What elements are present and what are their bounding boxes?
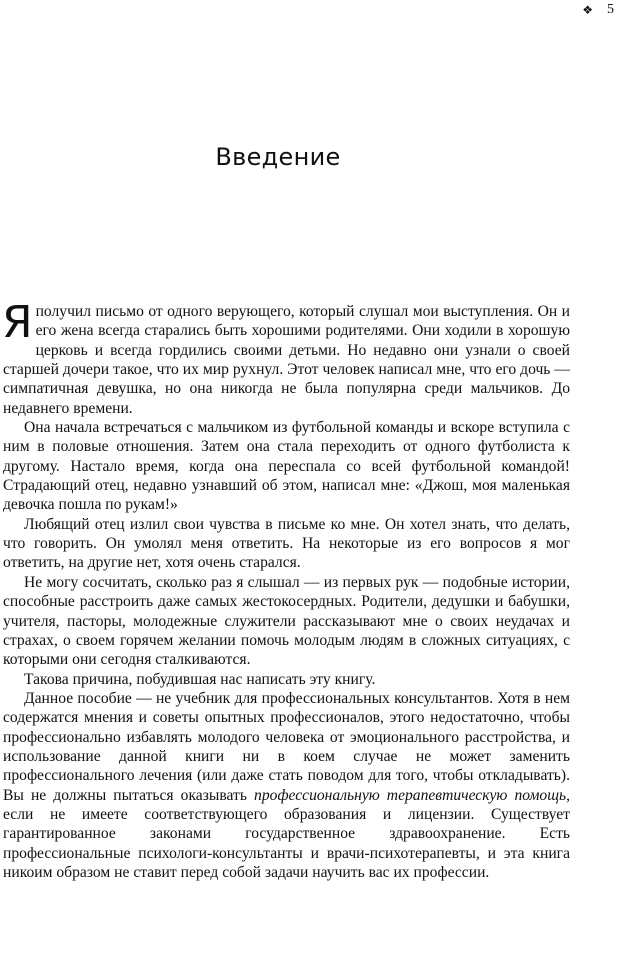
paragraph-4: Не могу сосчитать, сколько раз я слышал — из первых рук — подобные истории, способные расстроить даже самых жестокосердных. Родители, дедушки и бабушки, учителя, пасторы, молодежные служители рассказывают мне о своих неудачах и страхах, о своем горячем желании помочь молодым людям в сложных ситуациях, с которыми они сегодня сталкиваются. xyxy=(3,573,570,669)
paragraph-5: Такова причина, побудившая нас написать эту книгу. xyxy=(24,670,376,688)
chapter-title: Введение xyxy=(215,143,341,171)
paragraph-1 xyxy=(2,297,570,418)
paragraph-3: Любящий отец излил свои чувства в письме ко мне. Он хотел знать, что делать, что говорить. Он умолял меня ответить. На некоторые из его вопросов я мог ответить, на другие нет, хотя очень старался. xyxy=(3,515,570,572)
paragraph-2: Она начала встречаться с мальчиком из футбольной команды и вскоре вступила с ним в половые отношения. Затем она стала переходить от одного футболиста к другому. Настало время, когда она переспала со всей футбольной командой! Страдающий отец, недавно узнавший об этом, написал мне: «Джош, моя маленькая девочка пошла по рукам!» xyxy=(3,419,570,514)
paragraph-6-text-a: Данное пособие — не учебник для профессиональных консультантов. Хотя в нем содержатся мнения и советы опытных профессионалов, этого недостаточно, чтобы профессионально избавлять молодого человека от эмоционального расстройства, и использование данной книги ни в коем случае не может заменить профессионального лечения (или даже стать поводом для того, чтобы откладывать). Вы не должны пытаться оказывать xyxy=(3,689,570,804)
page-header xyxy=(582,2,614,18)
paragraph-6-text-b: , если не имеете соответствующего образования и лицензии. Существует гарантированное законами государственное здравоохранение. Есть профессиональные психологи-консультанты и врачи-психотерапевты, и эта книга никоим образом не ставит перед собой задачи научить вас их профессии. xyxy=(3,786,571,881)
paragraph-6-italic: профессиональную терапевтическую помощь xyxy=(254,786,567,804)
ornament-icon: ❖ xyxy=(582,3,593,17)
paragraph-1-text: получил письмо от одного верующего, который слушал мои выступления. Он и его жена всегда старались быть хорошими родителями. Они ходили в хорошую церковь и всегда гордились своими детьми. Но недавно они узнали о своей старшей дочери такое, что их мир рухнул. Этот человек написал мне, что его дочь — симпатичная девушка, но она никогда не была популярна среди мальчиков. До недавнего времени. xyxy=(3,303,570,417)
drop-cap: Я xyxy=(2,297,33,348)
paragraph-6 xyxy=(3,689,570,882)
body-text xyxy=(2,297,571,882)
page-number: 5 xyxy=(607,2,614,17)
